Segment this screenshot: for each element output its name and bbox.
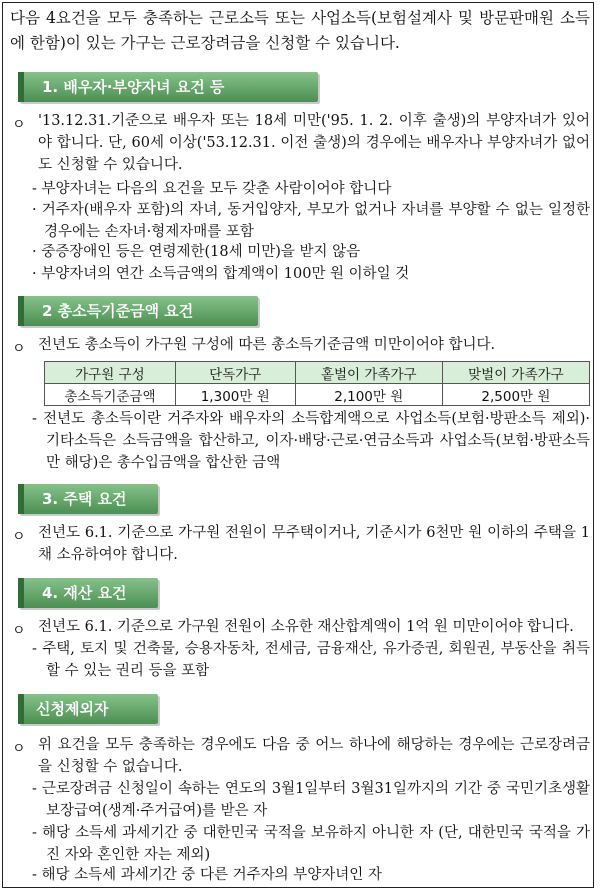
- s3-paragraph: 전년도 6.1. 기준으로 가구원 전원이 무주택이거나, 기준시가 6천만 원 이하의 주택을 1 채 소유하여야 합니다.: [38, 525, 590, 563]
- s4-dash-paragraph: - 주택, 토지 및 건축물, 승용자동차, 전세금, 금융재산, 유가증권, 회원권, 부동산을 취득할 수 있는 권리 등을 포함: [32, 641, 590, 679]
- bullet-marker: ㅇ: [12, 341, 26, 357]
- s5-dash-paragraph-1: - 근로장려금 신청일이 속하는 연도의 3월1일부터 3월31일까지의 기간 중 국민기초생활보장급여(생계·주거급여)를 받은 자: [32, 781, 590, 819]
- table-cell: 1,300만 원: [175, 384, 295, 406]
- s2-paragraph: 전년도 총소득이 가구원 구성에 따른 총소득기준금액 미만이어야 합니다.: [38, 337, 496, 353]
- table-cell: 총소득기준금액: [45, 384, 176, 406]
- s4-paragraph: 전년도 6.1. 기준으로 가구원 전원이 소유한 재산합계액이 1억 원 미만이어야 합니다.: [38, 619, 574, 635]
- s1-dot-line-2: · 중증장애인 등은 연령제한(18세 미만)을 받지 않음: [32, 244, 361, 260]
- section-2-header: 2 총소득기준금액 요건: [18, 296, 258, 326]
- bullet-marker: ㅇ: [12, 529, 26, 545]
- s5-paragraph: 위 요건을 모두 충족하는 경우에도 다음 중 어느 하나에 해당하는 경우에는 근로장려금을 신청할 수 없습니다.: [38, 737, 590, 775]
- s1-dash-line: - 부양자녀는 다음의 요건을 모두 갖춘 사람이어야 합니다: [32, 181, 392, 197]
- table-cell: 2,500만 원: [442, 384, 589, 406]
- income-threshold-table: [44, 361, 590, 406]
- s5-dash-paragraph-3: - 해당 소득세 과세기간 중 다른 거주자의 부양자녀인 자: [32, 867, 382, 883]
- table-header-cell: 단독가구: [175, 362, 295, 384]
- s1-paragraph: '13.12.31.기준으로 배우자 또는 18세 미만('95. 1. 2. 이후 출생)의 부양자녀가 있어야 합니다. 단, 60세 이상('53.12.31. 이전 출생)의 경우에는 배우자나 부양자녀가 없어도 신청할 수 있습니다.: [38, 113, 590, 173]
- bullet-marker: ㅇ: [12, 117, 26, 133]
- section-1-header: 1. 배우자·부양자녀 요건 등: [18, 72, 318, 102]
- bullet-marker: ㅇ: [12, 623, 26, 639]
- s5-dash-paragraph-2: - 해당 소득세 과세기간 중 대한민국 국적을 보유하지 아니한 자 (단, 대한민국 국적을 가진 자와 혼인한 자는 제외): [32, 825, 590, 863]
- table-header-row: [45, 362, 590, 384]
- intro-paragraph: 다음 4요건을 모두 충족하는 근로소득 또는 사업소득(보험설계사 및 방문판매원 소득에 한함)이 있는 가구는 근로장려금을 신청할 수 있습니다.: [10, 9, 590, 52]
- table-header-cell: 맞벌이 가족가구: [442, 362, 589, 384]
- table-header-cell: 가구원 구성: [45, 362, 176, 384]
- section-3-header: 3. 주택 요건: [18, 484, 158, 514]
- table-header-cell: 홑벌이 가족가구: [295, 362, 442, 384]
- section-5-header: 신청제외자: [18, 694, 158, 724]
- table-row: [45, 384, 590, 406]
- section-4-header: 4. 재산 요건: [18, 578, 158, 608]
- s1-dot-line-1: · 거주자(배우자 포함)의 자녀, 동거입양자, 부모가 없거나 자녀를 부양할 수 없는 일정한 경우에는 손자녀·형제자매를 포함: [32, 202, 590, 240]
- bullet-marker: ㅇ: [12, 741, 26, 757]
- s2-dash-paragraph: - 전년도 총소득이란 거주자와 배우자의 소득합계액으로 사업소득(보험·방판소득 제외)·기타소득은 소득금액을 합산하고, 이자·배당·근로·연금소득과 사업소득(보험·방판소득만 해당)은 총수입금액을 합산한 금액: [32, 411, 590, 471]
- table-cell: 2,100만 원: [295, 384, 442, 406]
- s1-dot-line-3: · 부양자녀의 연간 소득금액의 합계액이 100만 원 이하일 것: [32, 266, 410, 282]
